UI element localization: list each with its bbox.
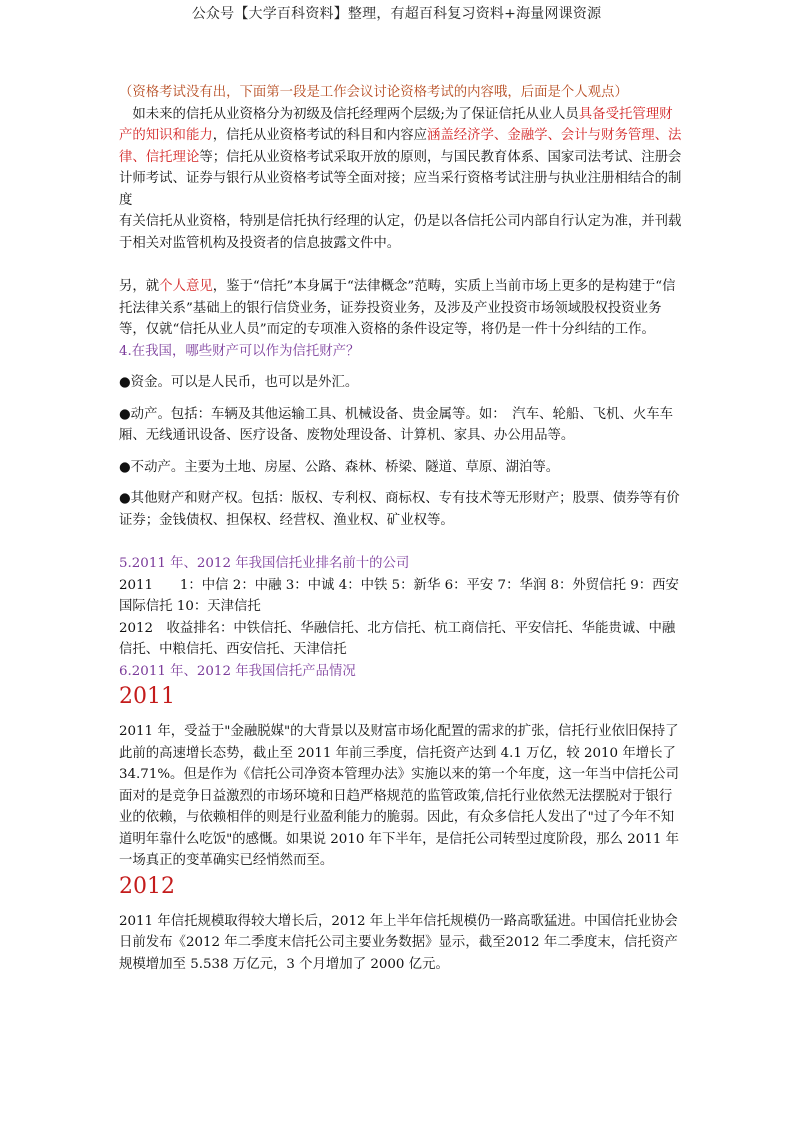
document-body [119, 82, 685, 975]
bullet-item: ●不动产。主要为土地、房屋、公路、森林、桥梁、隧道、草原、湖泊等。 [119, 459, 560, 475]
bullet-item: ●资金。可以是人民币，也可以是外汇。 [119, 375, 359, 390]
ranking-2012: 2012 收益排名：中铁信托、华融信托、北方信托、杭工商信托、平安信托、华能贵诚、中融信托、中粮信托、西安信托、天津信托 [119, 620, 676, 657]
year-2011-paragraph: 2011 年，受益于"金融脱媒"的大背景以及财富市场化配置的需求的扩张，信托行业依旧保持了此前的高速增长态势，截止至 2011 年前三季度，信托资产达到 4.1 万亿，较 2010 年增长了 34.71%。但是作为《信托公司净资本管理办法》实施以来的第一个年度，这一年当中信托公司面对的是竞争日益激烈的市场环境和日趋严格规范的监管政策,信托行业依然无法摆脱对于银行业的依赖，与依赖相伴的则是行业盈利能力的脆弱。因此，有众多信托人发出了"过了今年不知道明年靠什么吃饭"的感慨。如果说 2010 年下半年，是信托公司转型过度阶段，那么 2011 年一场真正的变革确实已经悄然而至。 [119, 724, 680, 868]
bullet-item: ●其他财产和财产权。包括：版权、专利权、商标权、专有技术等无形财产；股票、债券等有价证券；金钱债权、担保权、经营权、渔业权、矿业权等。 [119, 491, 680, 528]
p3-text-a: 另，就 [119, 279, 160, 294]
year-2011-heading: 2011 [119, 684, 175, 709]
paragraph-opinion [119, 276, 685, 341]
year-2012-heading: 2012 [119, 873, 175, 899]
paragraph-qualification [119, 104, 685, 212]
ranking-2011: 2011 1：中信 2：中融 3：中诚 4：中铁 5：新华 6：平安 7：华润 8：外贸信托 9：西安国际信托 10：天津信托 [119, 577, 679, 614]
page-header: 公众号【大学百科资料】整理，有超百科复习资料+海量网课资源 [191, 6, 602, 22]
paragraph-recognition: 有关信托从业资格，特别是信托执行经理的认定，仍是以各信托公司内部自行认定为准，并刊载于相关对监管机构及投资者的信息披露文件中。 [119, 214, 682, 251]
p1-text-c: ，信托从业资格考试的科目和内容应 [212, 128, 427, 143]
p1-highlight-d: 涵盖经济学、金融学、会计与财务管理、法律、信托理论 [119, 128, 682, 165]
question-5-heading: 5.2011 年、2012 年我国信托业排名前十的公司 [119, 556, 410, 571]
question-4-heading: 4.在我国，哪些财产可以作为信托财产？ [119, 343, 360, 359]
question-6-heading: 6.2011 年、2012 年我国信托产品情况 [119, 663, 356, 679]
year-2012-paragraph: 2011 年信托规模取得较大增长后，2012 年上半年信托规模仍一路高歌猛进。中国信托业协会日前发布《2012 年二季度末信托公司主要业务数据》显示，截至2012 年二季度末，信托资产规模增加至 5.538 万亿元，3 个月增加了 2000 亿元。 [119, 913, 678, 972]
p3-text-c: ，鉴于“信托”本身属于“法律概念”范畴，实质上当前市场上更多的是构建于“信托法律关系”基础上的银行信贷业务，证券投资业务，及涉及产业投资市场领域股权投资业务等，仅就“信托从业人员”而定的专项准入资格的条件设定等，将仍是一件十分纠结的工作。 [119, 279, 676, 337]
bullet-item: ●动产。包括：车辆及其他运输工具、机械设备、贵金属等。如： 汽车、轮船、飞机、火车车厢、无线通讯设备、医疗设备、废物处理设备、计算机、家具、办公用品等。 [119, 406, 673, 443]
p1-highlight-b: 具备受托管理财产的知识和能力 [119, 106, 673, 143]
p1-text-e: 等；信托从业资格考试采取开放的原则，与国民教育体系、国家司法考试、注册会计师考试、证券与银行从业资格考试等全面对接；应当采行资格考试注册与执业注册相结合的制度 [119, 149, 682, 208]
intro-note: （资格考试没有出，下面第一段是工作会议讨论资格考试的内容哦，后面是个人观点） [119, 85, 628, 100]
p3-highlight-b: 个人意见 [159, 279, 213, 294]
p1-text-a: 如未来的信托从业资格分为初级及信托经理两个层级;为了保证信托从业人员 [119, 106, 579, 122]
